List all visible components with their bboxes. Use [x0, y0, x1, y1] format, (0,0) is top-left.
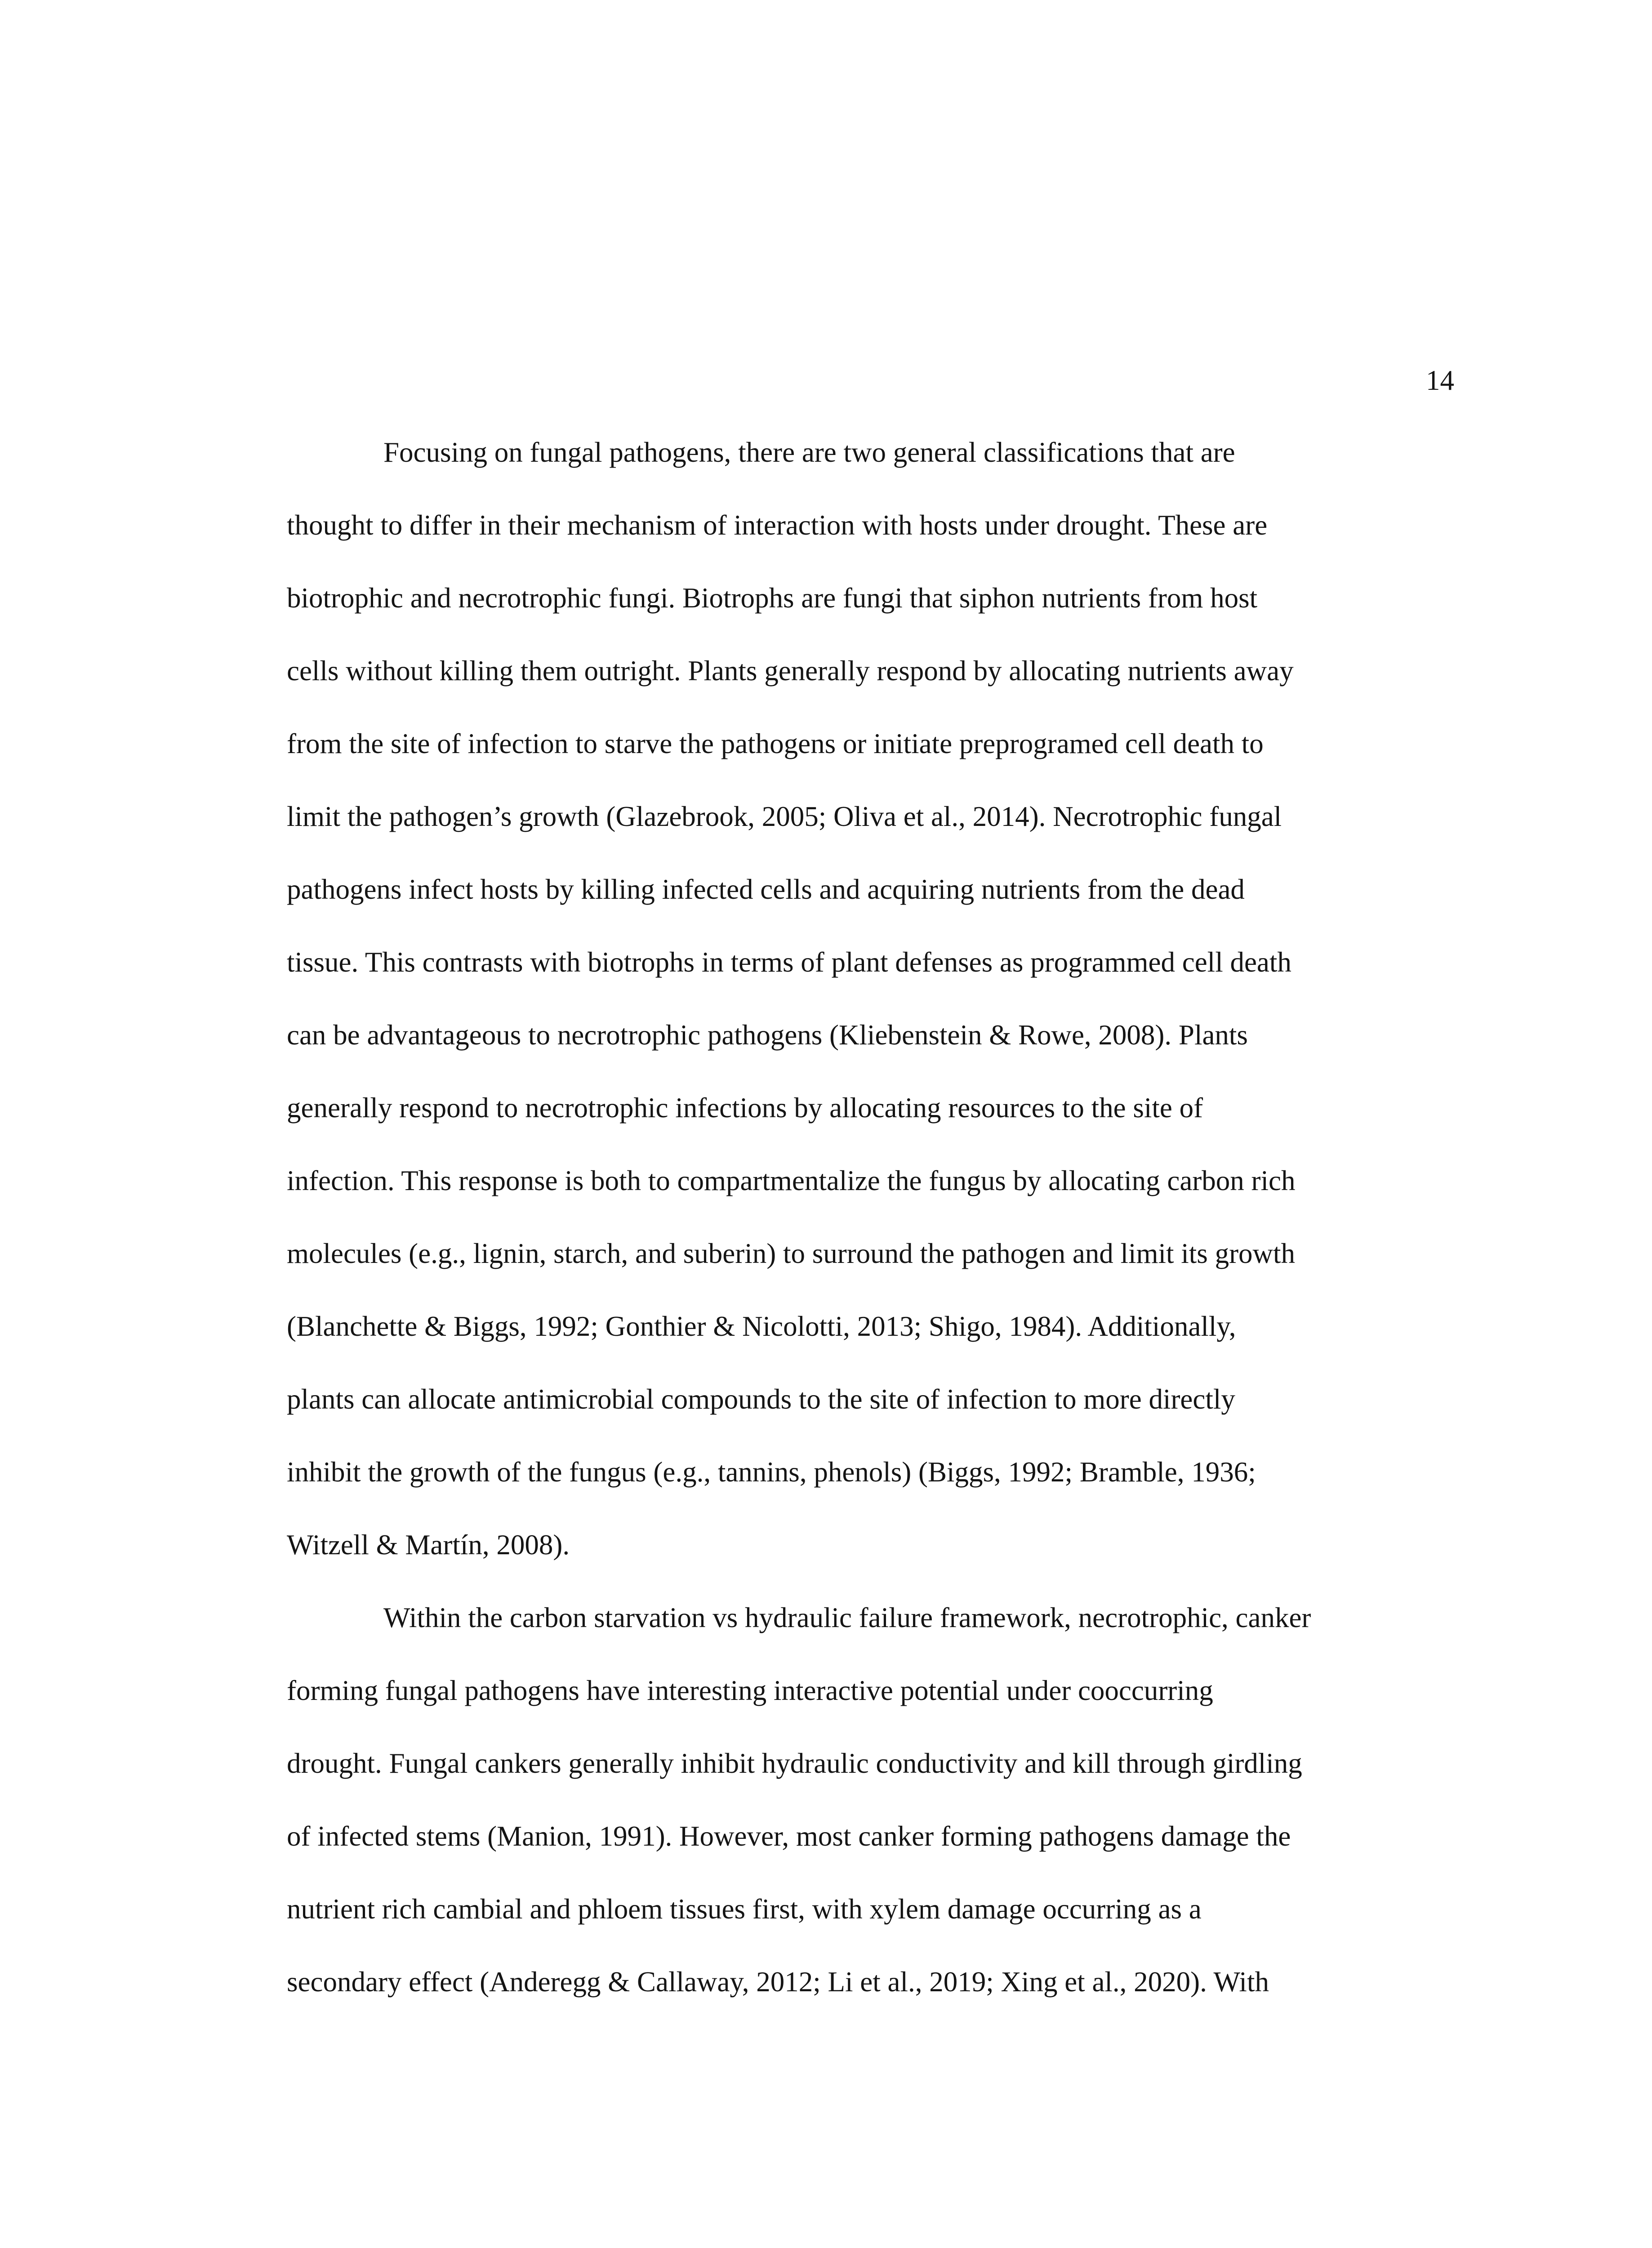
page-number: 14	[1426, 365, 1454, 396]
text-line: tissue. This contrasts with biotrophs in terms of plant defenses as programmed cell death	[287, 946, 1291, 978]
text-line: infection. This response is both to compartmentalize the fungus by allocating carbon rich	[287, 1165, 1296, 1196]
text-line: from the site of infection to starve the pathogens or initiate preprogramed cell death to	[287, 728, 1264, 759]
text-line: secondary effect (Anderegg & Callaway, 2012; Li et al., 2019; Xing et al., 2020). With	[287, 1966, 1269, 1998]
text-line: biotrophic and necrotrophic fungi. Biotrophs are fungi that siphon nutrients from host	[287, 582, 1258, 614]
text-line: drought. Fungal cankers generally inhibit hydraulic conductivity and kill through girdling	[287, 1748, 1302, 1779]
text-line: generally respond to necrotrophic infections by allocating resources to the site of	[287, 1092, 1203, 1124]
text-line: can be advantageous to necrotrophic pathogens (Kliebenstein & Rowe, 2008). Plants	[287, 1019, 1248, 1051]
text-line: (Blanchette & Biggs, 1992; Gonthier & Nicolotti, 2013; Shigo, 1984). Additionally,	[287, 1311, 1236, 1342]
text-line: molecules (e.g., lignin, starch, and suberin) to surround the pathogen and limit its growth	[287, 1238, 1296, 1269]
body-text	[287, 438, 1431, 2041]
text-line: inhibit the growth of the fungus (e.g., tannins, phenols) (Biggs, 1992; Bramble, 1936;	[287, 1456, 1256, 1488]
text-line: Focusing on fungal pathogens, there are two general classifications that are	[383, 437, 1235, 468]
text-line: forming fungal pathogens have interesting interactive potential under cooccurring	[287, 1675, 1213, 1706]
text-line: of infected stems (Manion, 1991). However, most canker forming pathogens damage the	[287, 1820, 1291, 1852]
text-line: pathogens infect hosts by killing infected cells and acquiring nutrients from the dead	[287, 874, 1245, 905]
text-line: limit the pathogen’s growth (Glazebrook, 2005; Oliva et al., 2014). Necrotrophic fungal	[287, 801, 1282, 832]
text-line: cells without killing them outright. Plants generally respond by allocating nutrients away	[287, 655, 1294, 687]
text-line: Witzell & Martín, 2008).	[287, 1529, 570, 1561]
text-line: Within the carbon starvation vs hydraulic failure framework, necrotrophic, canker	[383, 1602, 1311, 1633]
text-line: nutrient rich cambial and phloem tissues first, with xylem damage occurring as a	[287, 1893, 1202, 1925]
text-line: thought to differ in their mechanism of interaction with hosts under drought. These are	[287, 509, 1268, 541]
text-line: plants can allocate antimicrobial compounds to the site of infection to more directly	[287, 1383, 1235, 1415]
